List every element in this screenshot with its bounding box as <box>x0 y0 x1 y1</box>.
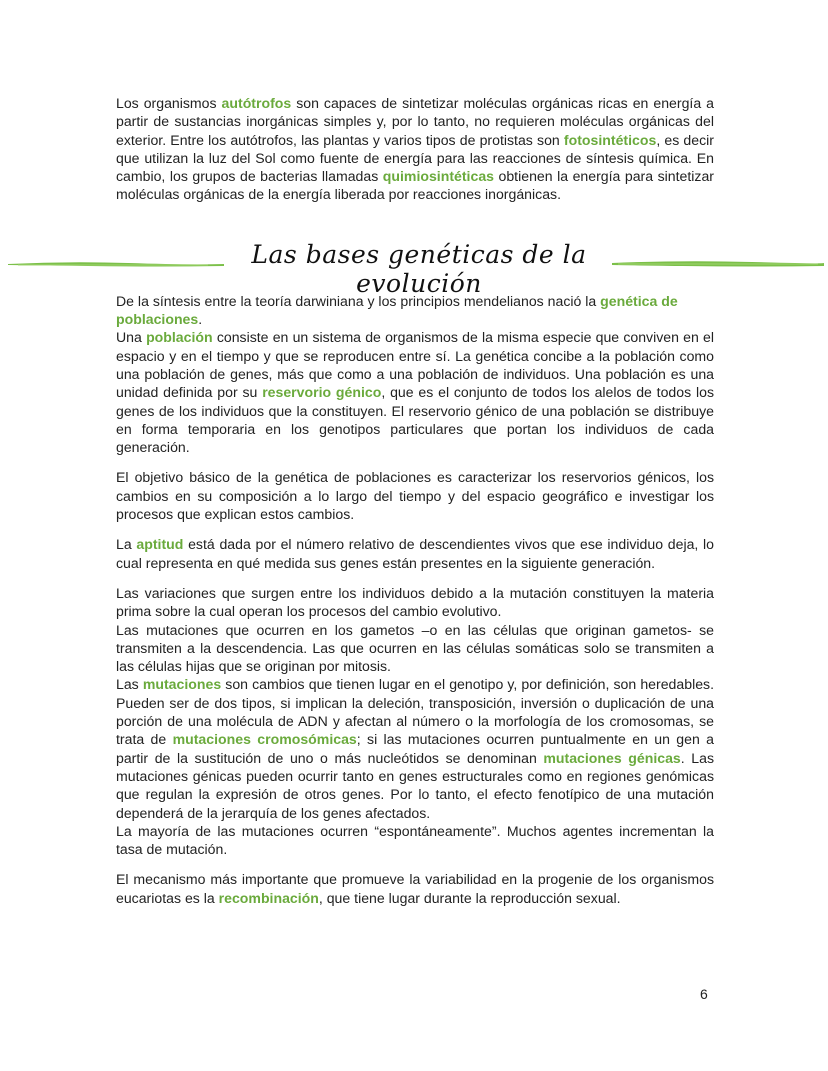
paragraph-aptitud: La aptitud está dada por el número relativo de descendientes vivos que ese individuo deja, lo cual representa en qué medida sus genes están presentes en la siguiente generación. <box>116 536 715 571</box>
paragraph-variaciones: Las variaciones que surgen entre los individuos debido a la mutación constituyen la materia prima sobre la cual operan los procesos del cambio evolutivo. <box>116 584 714 620</box>
keyword: mutaciones <box>142 676 222 693</box>
keyword: genética de poblaciones <box>116 292 678 328</box>
paragraph-mutaciones: Las mutaciones son cambios que tienen lugar en el genotipo y, por definición, son heredables. Pueden ser de dos tipos, si implican la deleción, transposición, inversión o duplicación de una porción de una molécula de ADN y afectan al número o la morfología de los cromosomas, se trata de mutaciones cromosómicas; si las mutaciones ocurren puntualmente en un gen a partir de la sustitución de uno o más nucleótidos se denominan mutaciones génicas. Las mutaciones génicas pueden ocurrir tanto en genes estructurales como en regiones genómicas que regulan la expresión de otros genes. Por lo tanto, el efecto fenotípico de una mutación dependerá de la jerarquía de los genes afectados. <box>116 676 715 821</box>
paragraph-espontaneas: La mayoría de las mutaciones ocurren “espontáneamente”. Muchos agentes incrementan la tasa de mutación. <box>116 822 714 858</box>
keyword: reservorio génico <box>262 384 382 401</box>
keyword: mutaciones génicas <box>543 749 681 766</box>
paragraph-gametos: Las mutaciones que ocurren en los gametos –o en las células que originan gametos- se transmiten a la descendencia. Las que ocurren en las células somáticas solo se transmiten a las células hijas que se originan por mitosis. <box>116 621 714 675</box>
keyword: aptitud <box>136 536 184 553</box>
paragraph-genetica-poblaciones: De la síntesis entre la teoría darwiniana y los principios mendelianos nació la genética de poblaciones. <box>116 292 678 328</box>
keyword: recombinación <box>218 889 319 906</box>
keyword: mutaciones cromosómicas <box>172 731 357 748</box>
keyword: población <box>146 329 213 346</box>
brush-stroke-right <box>612 258 824 268</box>
keyword: quimiosintéticas <box>382 168 494 185</box>
keyword: fotosintéticos <box>563 131 657 148</box>
brush-stroke-left <box>8 260 224 268</box>
section-title: Las bases genéticas de la evolución <box>251 240 587 298</box>
page-body <box>116 94 714 907</box>
paragraph-objetivo: El objetivo básico de la genética de poblaciones es caracterizar los reservorios génicos, los cambios en su composición a lo largo del tiempo y del espacio geográfico e investigar los procesos que explican estos cambios. <box>116 469 714 523</box>
keyword: autótrofos <box>221 95 292 111</box>
section-heading <box>0 238 828 298</box>
paragraph-poblacion: Una población consiste en un sistema de organismos de la misma especie que conviven en el espacio y en el tiempo y que se reproducen entre sí. La genética concibe a la población como una población de genes, más que como a una población de individuos. Una población es una unidad definida por su reservorio génico, que es el conjunto de todos los alelos de todos los genes de los individuos que la constituyen. El reservorio génico de una población se distribuye en forma temporaria en los genotipos particulares que portan los individuos de cada generación. <box>116 329 714 456</box>
paragraph-recombinacion: El mecanismo más importante que promueve la variabilidad en la progenie de los organismos eucariotas es la recombinación, que tiene lugar durante la reproducción sexual. <box>116 871 714 906</box>
intro-paragraph: Los organismos autótrofos son capaces de sintetizar moléculas orgánicas ricas en energía a partir de sustancias inorgánicas simples y, por lo tanto, no requieren moléculas orgánicas del exterior. Entre los autótrofos, las plantas y varios tipos de protistas son fotosintéticos, es decir que utilizan la luz del Sol como fuente de energía para las reacciones de síntesis química. En cambio, los grupos de bacterias llamadas quimiosintéticas obtienen la energía para sintetizar moléculas orgánicas de la energía liberada por reacciones inorgánicas. <box>116 95 715 203</box>
page-number: 6 <box>700 986 708 1002</box>
